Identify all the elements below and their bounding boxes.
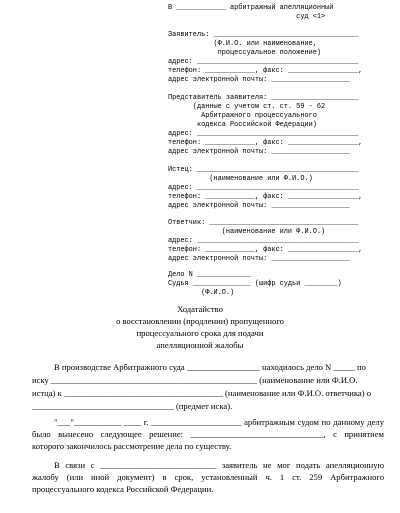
representative-phone-fax: телефон: ____________, факс: _________________, — [168, 139, 363, 147]
plaintiff-email: адрес электронной почты: ___________________ — [168, 202, 350, 210]
defendant-line-2: (наименование или Ф.И.О.) — [168, 228, 326, 236]
applicant-line-1: Заявитель: ___________________________________ — [168, 31, 359, 39]
applicant-line-3: процессуальное положение) — [168, 49, 321, 57]
body-p1-line-4: _________________________________ (предмет иска). — [32, 401, 233, 411]
defendant-line-1: Ответчик: ____________________________________ — [168, 219, 359, 227]
plaintiff-line-1: Истец: _______________________________________ — [168, 166, 359, 174]
court-header-line-2: суд <1> — [168, 13, 326, 21]
representative-line-4: кодекса Российской Федерации) — [168, 121, 317, 129]
representative-line-2: (данные с учетом ст. ст. 59 - 62 — [168, 103, 326, 111]
defendant-email: адрес электронной почты: ___________________ — [168, 255, 350, 263]
defendant-phone-fax: телефон: ____________, факс: _________________, — [168, 246, 363, 254]
body-paragraph-2: "___"___________ ____ г. _____________________ арбитражным судом по данному делу было вынесено следующее решение: _______________________________, с принятием которого закончилось рассмотрение дела по существу. — [32, 417, 384, 451]
title-line-4: апелляционной жалобы — [156, 340, 244, 350]
judge-line: Судья ______________ (шифр судьи ________) — [168, 280, 342, 288]
representative-email: адрес электронной почты: ___________________ — [168, 148, 350, 156]
plaintiff-phone-fax: телефон: ____________, факс: _________________, — [168, 193, 363, 201]
title-line-3: процессуального срока для подачи — [136, 328, 264, 338]
judge-caption: (Ф.И.О.) — [168, 289, 235, 297]
title-line-1: Ходатайство — [177, 304, 223, 314]
applicant-address: адрес: _______________________________________ — [168, 58, 359, 66]
representative-address: адрес: _______________________________________ — [168, 130, 359, 138]
body-p1-line-3: истца) к _____________________________________ (наименование или Ф.И.О. ответчика) о — [32, 388, 372, 398]
body-p1-line-1: В производстве Арбитражного суда _________________ находилось дело N _____ по — [54, 362, 366, 372]
applicant-line-2: (Ф.И.О. или наименование, — [168, 40, 317, 48]
title-line-2: о восстановлении (продлении) пропущенного — [116, 316, 284, 326]
plaintiff-address: адрес: _______________________________________ — [168, 184, 359, 192]
body-p1-line-2: иску ________________________________________________ (наименование или Ф.И.О. — [32, 375, 358, 385]
plaintiff-line-2: (наименование или Ф.И.О.) — [168, 175, 313, 183]
court-header-line-1: В ____________ арбитражный апелляционный — [168, 4, 334, 12]
representative-line-3: Арбитражного процессуального — [168, 112, 317, 120]
defendant-address: адрес: _______________________________________ — [168, 237, 359, 245]
representative-line-1: Представитель заявителя: _____________________ — [168, 94, 359, 102]
applicant-email: адрес электронной почты: ___________________ — [168, 76, 350, 84]
applicant-phone-fax: телефон: ____________, факс: _________________, — [168, 67, 363, 75]
case-number: Дело N _____________ — [168, 271, 251, 279]
body-paragraph-3: В связи с ___________________________ заявитель не мог подать апелляционную жалобу (или иной документ) в срок, установленный ч. 1 ст. 259 Арбитражного процессуального кодекса Российской Федерации. — [32, 460, 384, 494]
